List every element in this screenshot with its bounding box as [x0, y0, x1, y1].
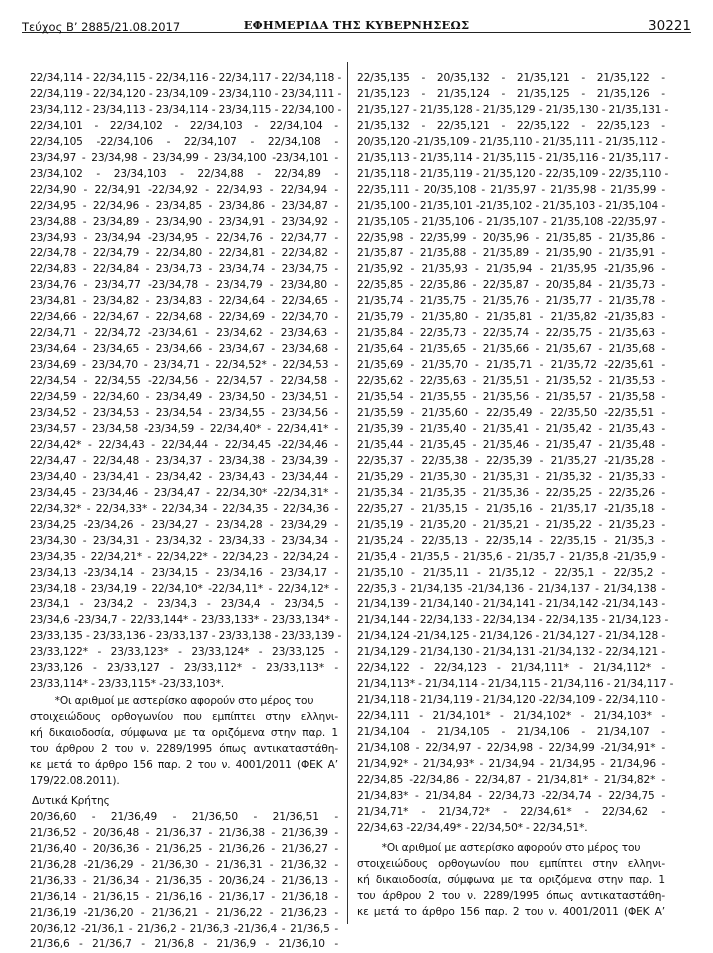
grid-code-line: 22/34,66 - 22/34,67 - 22/34,68 - 22/34,69 - 22/34,70 -: [30, 311, 338, 324]
grid-code-line: 22/34,63 -22/34,49* - 22/34,50* - 22/34,51*.: [357, 821, 588, 834]
grid-code-line: 23/34,52 - 23/34,53 - 23/34,54 - 23/34,55 - 23/34,56 -: [30, 407, 338, 420]
grid-code-line: 21/35,132 - 22/35,121 - 22/35,122 - 22/35,123 -: [357, 119, 665, 132]
grid-code-line: 21/35,100 - 21/35,101 -21/35,102 - 21/35,103 - 21/35,104 -: [357, 199, 665, 212]
grid-code-line: 21/36,6 - 21/36,7 - 21/36,8 - 21/36,9 - 21/36,10 -: [30, 938, 338, 951]
grid-code-line: 21/34,83* - 21/34,84 - 22/34,73 -22/34,74 - 22/34,75 -: [357, 789, 665, 802]
grid-code-line: 21/34,104 - 21/34,105 - 21/34,106 - 21/34,107 -: [357, 726, 665, 739]
note-line: *Οι αριθμοί με αστερίσκο αφορούν στο μέρος του: [54, 695, 314, 708]
section-heading: Δυτικά Κρήτης: [32, 794, 110, 807]
grid-code-line: 21/36,52 - 20/36,48 - 21/36,37 - 21/36,38 - 21/36,39 -: [30, 826, 338, 839]
grid-code-line: 22/34,122 - 22/34,123 - 21/34,111* - 21/34,112* -: [357, 662, 665, 675]
grid-code-line: 21/36,19 -21/36,20 - 21/36,21 - 21/36,22 - 21/36,23 -: [30, 906, 338, 919]
grid-code-line: 23/33,126 - 23/33,127 - 23/33,112* - 23/33,113* -: [30, 662, 338, 675]
grid-code-line: 21/36,14 - 21/36,15 - 21/36,16 - 21/36,17 - 21/36,18 -: [30, 890, 338, 903]
grid-code-line: 23/34,25 -23/34,26 - 23/34,27 - 23/34,28 - 23/34,29 -: [30, 518, 338, 531]
grid-code-line: 22/34,105 -22/34,106 - 22/34,107 - 22/34,108 -: [30, 135, 338, 148]
grid-code-line: 23/34,57 - 23/34,58 -23/34,59 - 22/34,40* - 22/34,41* -: [30, 422, 338, 435]
grid-code-line: 23/34,76 - 23/34,77 -23/34,78 - 23/34,79 - 23/34,80 -: [30, 279, 338, 292]
grid-code-line: 22/34,42* - 22/34,43 - 22/34,44 - 22/34,45 -22/34,46 -: [30, 438, 338, 451]
right-column: [357, 71, 674, 921]
grid-code-line: 22/34,95 - 22/34,96 - 23/34,85 - 23/34,86 - 23/34,87 -: [30, 199, 338, 212]
grid-code-line: 23/34,88 - 23/34,89 - 23/34,90 - 23/34,91 - 23/34,92 -: [30, 215, 338, 228]
grid-code-line: 21/35,105 - 21/35,106 - 21/35,107 - 21/35,108 -22/35,97 -: [357, 215, 665, 228]
grid-code-line: 21/35,10 - 21/35,11 - 21/35,12 - 22/35,1 - 22/35,2 -: [357, 566, 665, 579]
grid-code-line: 21/34,92* - 21/34,93* - 21/34,94 - 21/34,95 - 21/34,96 -: [357, 757, 665, 770]
note-line: κε μετά το άρθρο 156 παρ. 2 του ν. 4001/2011 (ΦΕΚ Α’: [30, 758, 338, 771]
grid-code-line: 23/34,64 - 23/34,65 - 23/34,66 - 23/34,67 - 23/34,68 -: [30, 343, 338, 356]
grid-code-line: 22/35,98 - 22/35,99 - 20/35,96 - 21/35,85 - 21/35,86 -: [357, 231, 665, 244]
grid-code-line: 22/35,111 - 20/35,108 - 21/35,97 - 21/35,98 - 21/35,99 -: [357, 183, 665, 196]
note-line: 179/22.08.2011).: [30, 774, 120, 787]
grid-code-line: 22/34,32* - 22/34,33* - 22/34,34 - 22/34,35 - 22/34,36 -: [30, 502, 338, 515]
grid-code-line: 21/35,39 - 21/35,40 - 21/35,41 - 21/35,42 - 21/35,43 -: [357, 422, 665, 435]
grid-code-line: 22/35,37 - 22/35,38 - 22/35,39 - 21/35,27 -21/35,28 -: [357, 454, 665, 467]
grid-code-line: 21/35,64 - 21/35,65 - 21/35,66 - 21/35,67 - 21/35,68 -: [357, 343, 665, 356]
grid-code-line: 23/34,40 - 23/34,41 - 23/34,42 - 23/34,43 - 23/34,44 -: [30, 470, 338, 483]
grid-code-line: 22/35,85 - 22/35,86 - 22/35,87 - 20/35,84 - 21/35,73 -: [357, 279, 665, 292]
grid-code-line: 23/34,112 - 23/34,113 - 23/34,114 - 23/34,115 - 22/34,100 -: [30, 103, 342, 116]
grid-code-line: 20/35,120 -21/35,109 - 21/35,110 - 21/35,111 - 21/35,112 -: [357, 135, 665, 148]
gazette-title: ΕΦΗΜΕΡΙΔΑ ΤΗΣ ΚΥΒΕΡΝΗΣΕΩΣ: [243, 18, 470, 32]
grid-code-line: 23/34,30 - 23/34,31 - 23/34,32 - 23/34,33 - 23/34,34 -: [30, 534, 338, 547]
grid-code-line: 22/35,62 - 22/35,63 - 21/35,51 - 21/35,52 - 21/35,53 -: [357, 375, 665, 388]
note-line: κή δικαιοδοσία, σύμφωνα με τα οριζόμενα στην παρ. 1: [357, 873, 665, 886]
grid-code-line: 21/34,139 - 21/34,140 - 21/34,141 - 21/34,142 -21/34,143 -: [357, 598, 665, 611]
note-line: κε μετά το άρθρο 156 παρ. 2 του ν. 4001/2011 (ΦΕΚ Α’: [357, 905, 665, 918]
grid-code-line: 21/35,118 - 21/35,119 - 21/35,120 - 22/35,109 - 22/35,110 -: [357, 167, 669, 180]
grid-code-line: 22/34,47 - 22/34,48 - 23/34,37 - 23/34,38 - 23/34,39 -: [30, 454, 338, 467]
grid-code-line: 21/34,129 - 21/34,130 - 21/34,131 -21/34,132 - 22/34,121 -: [357, 646, 665, 659]
grid-code-line: 22/35,3 - 21/34,135 -21/34,136 - 21/34,137 - 21/34,138 -: [357, 582, 665, 595]
page-header: [22, 6, 691, 33]
grid-code-line: 23/34,35 - 22/34,21* - 22/34,22* - 22/34,23 - 22/34,24 -: [30, 550, 338, 563]
grid-code-line: 23/34,93 - 23/34,94 -23/34,95 - 22/34,76 - 22/34,77 -: [30, 231, 338, 244]
note-line: στοιχειώδους ορθογωνίου που εμπίπτει στην ελληνι-: [30, 711, 338, 724]
grid-code-line: 21/36,28 -21/36,29 - 21/36,30 - 21/36,31 - 21/36,32 -: [30, 858, 338, 871]
column-divider: [347, 62, 348, 924]
asterisk-note: [357, 841, 665, 921]
grid-code-line: 22/34,54 - 22/34,55 -22/34,56 - 22/34,57 - 22/34,58 -: [30, 375, 338, 388]
note-line: κή δικαιοδοσία, σύμφωνα με τα οριζόμενα στην παρ. 1: [30, 727, 338, 740]
grid-code-line: 21/35,59 - 21/35,60 - 22/35,49 - 22/35,50 -22/35,51 -: [357, 407, 665, 420]
grid-code-line: 21/35,34 - 21/35,35 - 21/35,36 - 22/35,25 - 22/35,26 -: [357, 486, 665, 499]
grid-code-line: 21/35,113 - 21/35,114 - 21/35,115 - 21/35,116 - 21/35,117 -: [357, 151, 669, 164]
grid-code-line: 21/35,24 - 22/35,13 - 22/35,14 - 22/35,15 - 21/35,3 -: [357, 534, 665, 547]
asterisk-note: [30, 694, 338, 790]
grid-code-line: 22/34,119 - 22/34,120 - 23/34,109 - 23/34,110 - 23/34,111 -: [30, 87, 342, 100]
grid-code-line: 22/34,90 - 22/34,91 -22/34,92 - 22/34,93 - 22/34,94 -: [30, 183, 338, 196]
grid-code-line: 22/35,27 - 21/35,15 - 21/35,16 - 21/35,17 -21/35,18 -: [357, 502, 665, 515]
note-line: στοιχειώδους ορθογωνίου που εμπίπτει στην ελληνι-: [357, 857, 665, 870]
grid-code-line: 22/34,71 - 22/34,72 -23/34,61 - 23/34,62 - 23/34,63 -: [30, 327, 338, 340]
note-line: *Οι αριθμοί με αστερίσκο αφορούν στο μέρος του: [381, 841, 641, 854]
grid-code-line: 21/35,69 - 21/35,70 - 21/35,71 - 21/35,72 -22/35,61 -: [357, 359, 665, 372]
grid-code-line: 23/34,45 - 23/34,46 - 23/34,47 - 22/34,30* -22/34,31* -: [30, 486, 338, 499]
grid-code-line: 21/35,29 - 21/35,30 - 21/35,31 - 21/35,32 - 21/35,33 -: [357, 470, 665, 483]
grid-code-line: 21/35,127 - 21/35,128 - 21/35,129 - 21/35,130 - 21/35,131 -: [357, 103, 669, 116]
grid-code-line: 23/33,122* - 23/33,123* - 23/33,124* - 23/33,125 -: [30, 646, 338, 659]
grid-code-line: 23/34,13 -23/34,14 - 23/34,15 - 23/34,16 - 23/34,17 -: [30, 566, 338, 579]
grid-code-line: 21/35,123 - 21/35,124 - 21/35,125 - 21/35,126 -: [357, 87, 665, 100]
grid-code-line: 23/34,102 - 23/34,103 - 22/34,88 - 22/34,89 -: [30, 167, 338, 180]
grid-code-line: 21/35,79 - 21/35,80 - 21/35,81 - 21/35,82 -21/35,83 -: [357, 311, 665, 324]
grid-code-line: 21/34,144 - 22/34,133 - 22/34,134 - 22/34,135 - 21/34,123 -: [357, 614, 669, 627]
grid-code-line: 22/34,85 -22/34,86 - 22/34,87 - 21/34,81* - 21/34,82* -: [357, 773, 665, 786]
grid-code-line: 21/36,40 - 20/36,36 - 21/36,25 - 21/36,26 - 21/36,27 -: [30, 842, 338, 855]
grid-code-line: 21/34,118 - 21/34,119 - 21/34,120 -22/34,109 - 22/34,110 -: [357, 694, 665, 707]
grid-code-line: 20/36,60 - 21/36,49 - 21/36,50 - 21/36,51 -: [30, 810, 338, 823]
grid-code-line: 22/34,59 - 22/34,60 - 23/34,49 - 23/34,50 - 23/34,51 -: [30, 391, 338, 404]
grid-code-line: 21/35,54 - 21/35,55 - 21/35,56 - 21/35,57 - 21/35,58 -: [357, 391, 665, 404]
grid-code-line: 23/33,114* - 23/33,115* -23/33,103*.: [30, 678, 224, 691]
grid-code-line: 21/35,87 - 21/35,88 - 21/35,89 - 21/35,90 - 21/35,91 -: [357, 247, 665, 260]
grid-code-line: 22/34,78 - 22/34,79 - 22/34,80 - 22/34,81 - 22/34,82 -: [30, 247, 338, 260]
grid-code-line: 21/35,92 - 21/35,93 - 21/35,94 - 21/35,95 -21/35,96 -: [357, 263, 665, 276]
grid-code-line: 21/34,108 - 22/34,97 - 22/34,98 - 22/34,99 -21/34,91* -: [357, 742, 665, 755]
grid-code-line: 23/33,135 - 23/33,136 - 23/33,137 - 23/33,138 - 23/33,139 -: [30, 630, 342, 643]
grid-code-line: 21/35,44 - 21/35,45 - 21/35,46 - 21/35,47 - 21/35,48 -: [357, 438, 665, 451]
grid-code-line: 23/34,6 -23/34,7 - 22/33,144* - 23/33,133* - 23/33,134* -: [30, 614, 338, 627]
grid-code-line: 22/34,114 - 22/34,115 - 22/34,116 - 22/34,117 - 22/34,118 -: [30, 72, 342, 84]
grid-code-line: 21/35,84 - 22/35,73 - 22/35,74 - 22/35,75 - 21/35,63 -: [357, 327, 665, 340]
grid-code-line: 22/34,83 - 22/34,84 - 23/34,73 - 23/34,74 - 23/34,75 -: [30, 263, 338, 276]
grid-code-line: 21/35,4 - 21/35,5 - 21/35,6 - 21/35,7 - 21/35,8 -21/35,9 -: [357, 550, 665, 563]
grid-code-line: 23/34,18 - 23/34,19 - 22/34,10* -22/34,11* - 22/34,12* -: [30, 582, 338, 595]
grid-code-line: 23/34,97 - 23/34,98 - 23/34,99 - 23/34,100 -23/34,101 -: [30, 151, 338, 164]
grid-code-line: 23/34,69 - 23/34,70 - 23/34,71 - 22/34,52* - 22/34,53 -: [30, 359, 338, 372]
grid-code-line: 21/34,124 -21/34,125 - 21/34,126 - 21/34,127 - 21/34,128 -: [357, 630, 665, 643]
grid-code-line: 21/35,74 - 21/35,75 - 21/35,76 - 21/35,77 - 21/35,78 -: [357, 295, 665, 308]
grid-code-line: 21/36,33 - 21/36,34 - 21/36,35 - 20/36,24 - 21/36,13 -: [30, 874, 338, 887]
issue-label: Τεύχος Β’ 2885/21.08.2017: [22, 20, 181, 34]
note-line: του άρθρου 2 του ν. 2289/1995 όπως αντικαταστάθη-: [30, 743, 338, 756]
grid-code-line: 23/34,81 - 23/34,82 - 23/34,83 - 22/34,64 - 22/34,65 -: [30, 295, 338, 308]
grid-code-line: 22/34,111 - 21/34,101* - 21/34,102* - 21/34,103* -: [357, 710, 665, 723]
grid-code-line: 20/36,12 -21/36,1 - 21/36,2 - 21/36,3 -21/36,4 - 21/36,5 -: [30, 922, 338, 935]
page-number: 30221: [648, 18, 691, 34]
left-column: [30, 71, 342, 953]
note-line: του άρθρου 2 του ν. 2289/1995 όπως αντικαταστάθη-: [357, 889, 665, 902]
grid-code-line: 21/35,19 - 21/35,20 - 21/35,21 - 21/35,22 - 21/35,23 -: [357, 518, 665, 531]
grid-code-line: 22/35,135 - 20/35,132 - 21/35,121 - 21/35,122 -: [357, 72, 665, 84]
grid-code-line: 23/34,1 - 23/34,2 - 23/34,3 - 23/34,4 - 23/34,5 -: [30, 598, 338, 611]
grid-code-line: 21/34,113* - 21/34,114 - 21/34,115 - 21/34,116 - 21/34,117 -: [357, 678, 674, 691]
grid-code-line: 22/34,101 - 22/34,102 - 22/34,103 - 22/34,104 -: [30, 119, 338, 132]
grid-code-line: 21/34,71* - 21/34,72* - 22/34,61* - 22/34,62 -: [357, 805, 665, 818]
